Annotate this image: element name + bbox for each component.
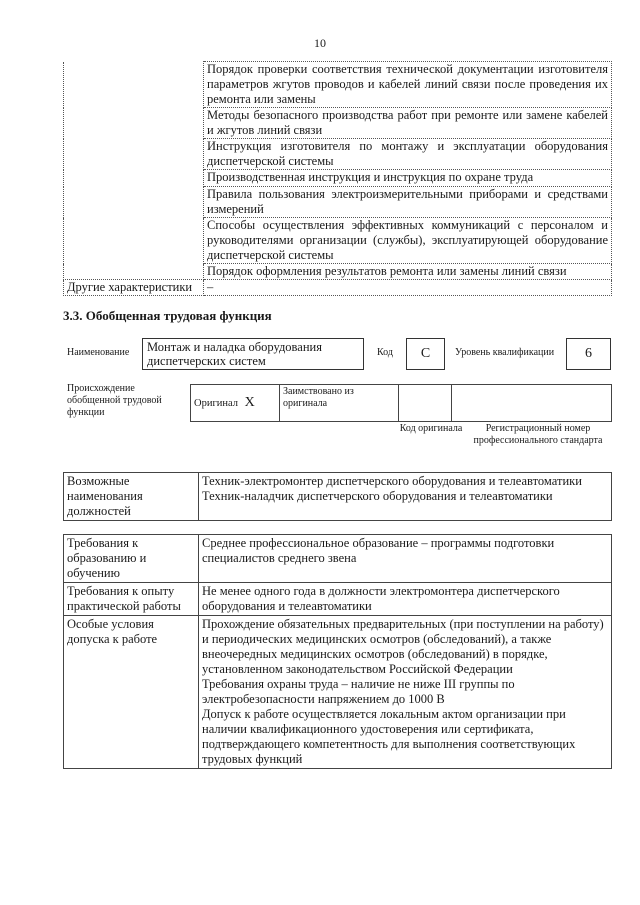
requirement-label: Особые условия допуска к работе bbox=[64, 616, 199, 769]
row-label bbox=[64, 62, 204, 108]
row-text: – bbox=[204, 280, 612, 296]
row-text: Способы осуществления эффективных коммуникаций с персоналом и руководителями организации (службы), эксплуатирующей оборудование диспетчерской системы bbox=[204, 218, 612, 264]
table-row bbox=[64, 170, 612, 187]
row-label bbox=[64, 170, 204, 187]
requirement-text-block bbox=[199, 616, 612, 769]
row-text: Производственная инструкция и инструкция по охране труда bbox=[204, 170, 612, 187]
table-row bbox=[64, 139, 612, 170]
positions-values bbox=[199, 473, 612, 521]
page-number: 10 bbox=[314, 36, 326, 50]
requirement-text: Прохождение обязательных предварительных (при поступлении на работу) и периодических медицинских осмотров (обследований), а также внеочередных медицинских осмотров (обследований) в порядке, установленном законодательством Российской Федерации bbox=[202, 617, 604, 676]
table-row bbox=[64, 218, 612, 264]
table-row bbox=[64, 280, 612, 296]
table-row bbox=[64, 616, 612, 769]
level-label: Уровень квалификации bbox=[455, 347, 555, 358]
origin-table bbox=[190, 384, 612, 422]
origin-code-cell bbox=[399, 385, 452, 422]
table-row bbox=[64, 535, 612, 583]
row-label: Другие характеристики bbox=[64, 280, 204, 296]
original-mark: X bbox=[244, 395, 255, 410]
reg-caption: Регистрационный номер профессионального стандарта bbox=[473, 423, 603, 446]
row-label bbox=[64, 139, 204, 170]
requirements-table bbox=[63, 534, 612, 769]
row-text: Инструкция изготовителя по монтажу и эксплуатации оборудования диспетчерской системы bbox=[204, 139, 612, 170]
row-label bbox=[64, 264, 204, 280]
original-label: Оригинал bbox=[194, 398, 238, 409]
table-row bbox=[64, 108, 612, 139]
code-caption: Код оригинала bbox=[399, 423, 463, 434]
code-label: Код bbox=[377, 347, 393, 358]
row-text: Правила пользования электроизмерительными приборами и средствами измерений bbox=[204, 187, 612, 218]
table-row bbox=[64, 62, 612, 108]
function-name: Монтаж и наладка оборудования диспетчерских систем bbox=[142, 338, 364, 370]
positions-table bbox=[63, 472, 612, 521]
requirement-text: Требования охраны труда – наличие не ниже III группы по электробезопасности напряжением до 1000 В bbox=[202, 677, 515, 706]
qualification-level: 6 bbox=[566, 338, 611, 370]
position-name: Техник-наладчик диспетчерского оборудования и телеавтоматики bbox=[202, 489, 553, 503]
section-title: 3.3. Обобщенная трудовая функция bbox=[63, 308, 272, 323]
row-label bbox=[64, 187, 204, 218]
function-code: C bbox=[406, 338, 445, 370]
row-label bbox=[64, 218, 204, 264]
origin-label: Происхождение обобщенной трудовой функции bbox=[67, 383, 162, 418]
row-label bbox=[64, 108, 204, 139]
requirement-text: Допуск к работе осуществляется локальным актом организации при наличии квалификационного удостоверения или сертификата, подтверждающего компетентность для выполнения соответствующих трудовых функций bbox=[202, 707, 576, 766]
row-text: Порядок проверки соответствия технической документации изготовителя параметров жгутов проводов и кабелей линий связи после проведения их ремонта или замены bbox=[204, 62, 612, 108]
requirement-label: Требования к опыту практической работы bbox=[64, 583, 199, 616]
requirement-text: Не менее одного года в должности электромонтера диспетчерского оборудования и телеавтоматики bbox=[199, 583, 612, 616]
table-row bbox=[64, 264, 612, 280]
requirement-label: Требования к образованию и обучению bbox=[64, 535, 199, 583]
row-text: Методы безопасного производства работ при ремонте или замене кабелей и жгутов линий связи bbox=[204, 108, 612, 139]
row-text: Порядок оформления результатов ремонта или замены линий связи bbox=[204, 264, 612, 280]
reg-number-cell bbox=[452, 385, 612, 422]
table-row bbox=[64, 583, 612, 616]
table-row bbox=[64, 187, 612, 218]
positions-label: Возможные наименования должностей bbox=[64, 473, 199, 521]
origin-original-cell bbox=[191, 385, 280, 422]
position-name: Техник-электромонтер диспетчерского оборудования и телеавтоматики bbox=[202, 474, 582, 488]
borrowed-label: Заимствовано из оригинала bbox=[280, 385, 399, 422]
requirement-text: Среднее профессиональное образование – программы подготовки специалистов среднего звена bbox=[199, 535, 612, 583]
name-label: Наименование bbox=[67, 347, 130, 358]
knowledge-table bbox=[63, 61, 612, 296]
